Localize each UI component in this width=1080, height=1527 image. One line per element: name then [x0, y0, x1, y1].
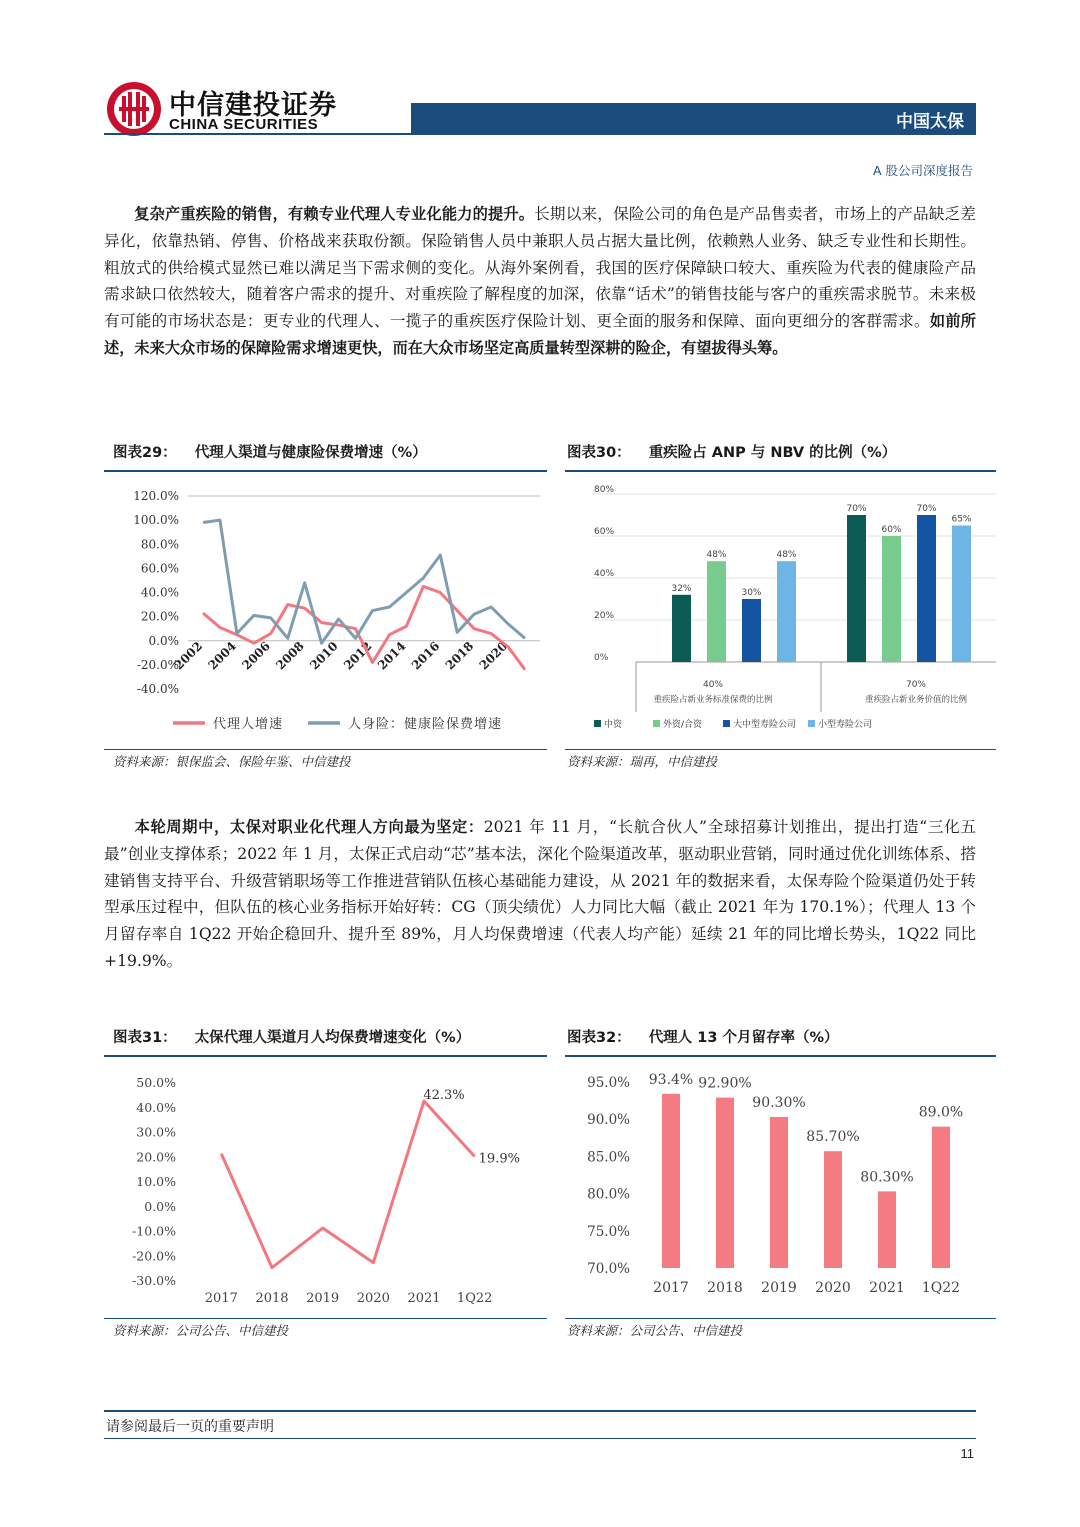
fig29-x-tick-label: 2018	[442, 638, 477, 673]
fig30-y-tick-label: 40%	[594, 569, 615, 579]
fig29-source: 资料来源：银保监会、保险年鉴、中信建投	[113, 754, 351, 769]
fig32-data-label: 92.90%	[698, 1075, 752, 1092]
fig29-title-text: 代理人渠道与健康险保费增速（%）	[194, 445, 427, 461]
fig29-legend-label: 代理人增速	[213, 717, 284, 732]
fig29-y-tick-label: -40.0%	[136, 682, 179, 696]
fig32-source: 资料来源：公司公告、中信建投	[567, 1323, 743, 1338]
fig30-legend-swatch	[594, 720, 601, 727]
fig30-bar	[882, 536, 901, 662]
fig30-legend-swatch	[808, 720, 815, 727]
fig29-x-tick-label: 2006	[239, 638, 273, 673]
fig30-bar	[672, 595, 691, 662]
fig29-x-tick-label: 2012	[341, 638, 375, 673]
fig30-legend-swatch	[723, 720, 730, 727]
fig30-bar	[707, 561, 726, 662]
fig29-y-tick-label: 40.0%	[140, 585, 179, 600]
fig31-y-tick-label: -10.0%	[132, 1223, 176, 1239]
fig31-number: 图表31：	[113, 1030, 177, 1046]
fig29-y-tick-label: 100.0%	[133, 513, 179, 528]
fig31-source: 资料来源：公司公告、中信建投	[113, 1323, 289, 1338]
fig30-top-rule	[565, 470, 996, 472]
fig32-x-tick-label: 1Q22	[921, 1280, 961, 1296]
fig29-x-tick-label: 2004	[205, 638, 240, 673]
fig31-y-tick-label: 10.0%	[136, 1174, 176, 1189]
footer-divider-2	[104, 1438, 976, 1439]
fig29-chart	[108, 475, 546, 747]
fig32-bar	[932, 1127, 950, 1268]
china-securities-logo-icon	[105, 80, 163, 138]
fig29-y-tick-label: 60.0%	[140, 561, 179, 576]
fig32-x-tick-label: 2018	[707, 1280, 743, 1296]
fig31-y-tick-label: 20.0%	[136, 1149, 176, 1165]
fig31-top-rule	[104, 1055, 547, 1057]
fig31-y-tick-label: -30.0%	[132, 1273, 176, 1288]
fig31-data-label: 42.3%	[423, 1088, 465, 1104]
fig32-bar	[878, 1191, 896, 1268]
fig30-number: 图表30：	[567, 445, 631, 461]
logo-chinese-name: 中信建投证券	[169, 90, 337, 121]
fig29-x-tick-label: 2010	[307, 638, 341, 673]
fig30-data-label: 70%	[916, 504, 937, 514]
fig32-data-label: 89.0%	[918, 1104, 964, 1121]
fig29-y-tick-label: 20.0%	[140, 609, 179, 624]
fig30-data-label: 32%	[671, 583, 692, 594]
fig32-y-tick-label: 90.0%	[587, 1112, 630, 1129]
fig29-x-tick-label: 2020	[476, 638, 511, 673]
fig30-data-label: 48%	[776, 550, 797, 561]
fig32-y-tick-label: 75.0%	[587, 1223, 630, 1240]
company-logo	[105, 80, 345, 140]
header-divider	[104, 133, 976, 135]
fig30-group-label: 重疾险占新业务标准保费的比例	[653, 695, 773, 705]
fig29-y-tick-label: 0.0%	[148, 633, 179, 648]
fig32-title-text: 代理人 13 个月留存率（%）	[648, 1030, 839, 1046]
logo-english-name: CHINA SECURITIES	[169, 116, 319, 133]
fig31-x-tick-label: 2020	[356, 1291, 390, 1306]
fig30-group-value: 40%	[702, 680, 724, 690]
fig32-bar	[824, 1151, 842, 1268]
fig29-y-tick-label: 80.0%	[140, 537, 179, 552]
fig31-chart	[108, 1060, 546, 1316]
fig32-x-tick-label: 2019	[761, 1280, 797, 1296]
fig30-data-label: 60%	[881, 525, 902, 535]
fig29-number: 图表29：	[113, 445, 177, 461]
fig32-y-tick-label: 80.0%	[587, 1186, 630, 1203]
fig30-bar	[847, 515, 866, 662]
fig29-x-tick-label: 2008	[273, 638, 307, 673]
fig32-bar	[662, 1094, 680, 1268]
fig32-data-label: 85.70%	[806, 1129, 860, 1146]
fig29-y-tick-label: 120.0%	[133, 489, 179, 503]
paragraph-1-conclusion-bold: 如前所述，未来大众市场的保障险需求增速更快，而在大众市场坚定高质量转型深耕的险企，有望拔得头筹。	[104, 312, 976, 357]
fig32-bar	[770, 1117, 788, 1268]
fig30-bottom-rule	[565, 749, 996, 750]
company-name: 中国太保	[896, 112, 964, 132]
fig29-x-tick-label: 2002	[171, 638, 206, 673]
fig30-legend-label: 中资	[604, 720, 623, 730]
fig31-data-label: 19.9%	[478, 1151, 520, 1167]
fig30-y-tick-label: 80%	[594, 485, 615, 495]
fig30-data-label: 30%	[741, 588, 762, 598]
fig31-bottom-rule	[104, 1318, 547, 1319]
fig31-y-tick-label: 50.0%	[136, 1075, 176, 1090]
fig30-legend-label: 外资/合资	[663, 720, 703, 730]
fig30-bar	[777, 561, 796, 662]
fig30-title-text: 重疾险占 ANP 与 NBV 的比例（%）	[648, 445, 897, 461]
paragraph-1-lead-bold: 复杂产重疾险的销售，有赖专业代理人专业化能力的提升。	[134, 205, 535, 223]
fig32-bar	[716, 1098, 734, 1268]
fig31-x-tick-label: 2017	[204, 1291, 238, 1306]
fig32-y-tick-label: 70.0%	[587, 1261, 630, 1277]
fig29-title	[113, 441, 427, 462]
fig30-chart	[576, 476, 996, 742]
fig30-data-label: 65%	[951, 514, 972, 525]
fig30-group-label: 重疾险占新业务价值的比例	[864, 695, 968, 705]
fig32-data-label: 90.30%	[752, 1094, 806, 1111]
fig31-y-tick-label: -20.0%	[132, 1248, 176, 1264]
fig30-group-value: 70%	[905, 680, 927, 690]
fig30-bar	[917, 515, 936, 662]
paragraph-1-body: 长期以来，保险公司的角色是产品售卖者，市场上的产品缺乏差异化，依靠热销、停售、价格战来获取份额。保险销售人员中兼职人员占据大量比例，依赖熟人业务、缺乏专业性和长期性。粗放式的供给模式显然已难以满足当下需求侧的变化。从海外案例看，我国的医疗保障缺口较大、重疾险为代表的健康险产品需求缺口依然较大，随着客户需求的提升、对重疾险了解程度的加深，依靠“话术”的销售技能与客户的重疾需求脱节。未来极有可能的市场状态是：更专业的代理人、一揽子的重疾医疗保险计划、更全面的服务和保障、面向更细分的客群需求。	[104, 205, 976, 331]
fig29-bottom-rule	[104, 749, 547, 750]
fig30-source: 资料来源：瑞再，中信建投	[567, 754, 718, 769]
paragraph-1	[104, 201, 976, 362]
fig30-legend-label: 小型寿险公司	[818, 720, 873, 730]
fig31-y-tick-label: 40.0%	[136, 1099, 176, 1115]
fig30-title	[567, 441, 896, 462]
fig32-data-label: 80.30%	[860, 1169, 914, 1186]
fig32-bottom-rule	[565, 1318, 996, 1319]
fig32-top-rule	[565, 1055, 996, 1057]
fig31-x-tick-label: 2021	[407, 1291, 441, 1306]
fig32-y-tick-label: 85.0%	[587, 1149, 630, 1166]
fig30-legend-swatch	[653, 720, 660, 727]
report-type: A 股公司深度报告	[872, 163, 973, 178]
fig30-data-label: 70%	[846, 504, 867, 514]
fig31-y-tick-label: 0.0%	[144, 1198, 176, 1214]
fig32-chart	[568, 1060, 996, 1316]
fig32-x-tick-label: 2017	[653, 1280, 689, 1296]
fig30-legend-label: 大中型寿险公司	[733, 720, 797, 730]
fig32-x-tick-label: 2020	[815, 1280, 851, 1296]
fig29-series-line-2	[203, 520, 525, 643]
fig29-x-tick-label: 2016	[408, 638, 443, 673]
fig29-top-rule	[104, 470, 547, 472]
fig31-x-tick-label: 2018	[255, 1291, 289, 1306]
fig32-x-tick-label: 2021	[869, 1280, 905, 1296]
fig31-title	[113, 1026, 470, 1047]
fig30-data-label: 48%	[706, 550, 727, 561]
header-bar	[411, 103, 976, 133]
fig29-x-tick-label: 2014	[374, 638, 409, 673]
page-number: 11	[960, 1446, 974, 1461]
paragraph-2	[104, 814, 976, 975]
fig32-title	[567, 1026, 839, 1047]
fig29-y-tick-label: -20.0%	[136, 657, 179, 672]
fig32-y-tick-label: 95.0%	[587, 1075, 630, 1091]
fig31-title-text: 太保代理人渠道月人均保费增速变化（%）	[194, 1030, 471, 1046]
fig31-y-tick-label: 30.0%	[136, 1124, 176, 1140]
fig30-y-tick-label: 60%	[594, 527, 615, 537]
fig31-x-tick-label: 2019	[306, 1291, 340, 1306]
fig29-legend-label: 人身险：健康险保费增速	[348, 717, 503, 732]
fig30-bar	[952, 526, 971, 663]
fig31-x-tick-label: 1Q22	[456, 1291, 493, 1306]
fig32-number: 图表32：	[567, 1030, 631, 1046]
footer-divider	[104, 1410, 976, 1412]
fig30-y-tick-label: 0%	[594, 653, 609, 663]
fig30-y-tick-label: 20%	[594, 611, 615, 621]
disclaimer-note: 请参阅最后一页的重要声明	[106, 1419, 274, 1435]
fig32-data-label: 93.4%	[648, 1071, 694, 1088]
fig31-series-line	[221, 1101, 474, 1268]
fig30-bar	[742, 599, 761, 662]
paragraph-2-lead-bold: 本轮周期中，太保对职业化代理人方向最为坚定：	[134, 818, 484, 836]
paragraph-2-body: 2021 年 11 月，“长航合伙人”全球招募计划推出，提出打造“三化五最”创业支撑体系；2022 年 1 月，太保正式启动“芯”基本法，深化个险渠道改革，驱动职业营销，同时通过优化训练体系、搭建销售支持平台、升级营销职场等工作推进营销队伍核心基础能力建设，从 2021 年的数据来看，太保寿险个险渠道仍处于转型承压过程中，但队伍的核心业务指标开始好转：CG（顶尖绩优）人力同比大幅（截止 2021 年为 170.1%）；代理人 13 个月留存率自 1Q22 开始企稳回升、提升至 89%，月人均保费增速（代表人均产能）延续 21 年的同比增长势头，1Q22 同比+19.9%。	[104, 818, 976, 970]
